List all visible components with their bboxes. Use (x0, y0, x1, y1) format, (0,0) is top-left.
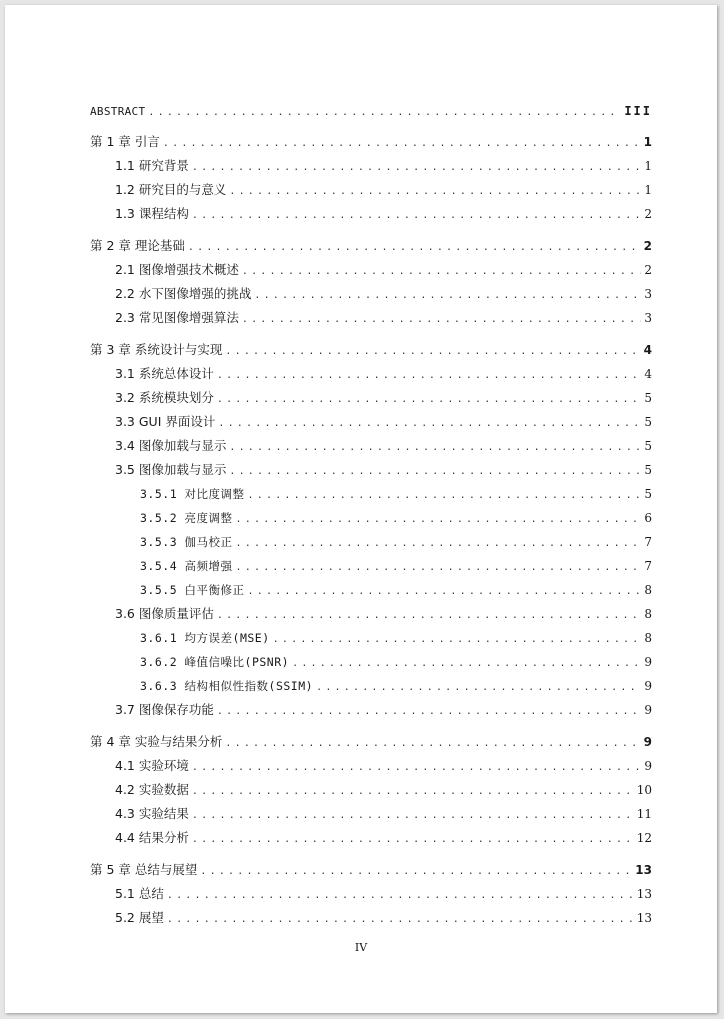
toc-dot-leader (254, 287, 641, 305)
toc-dot-leader (192, 807, 634, 825)
toc-entry-page: 4 (644, 367, 652, 381)
toc-dot-leader (229, 183, 641, 201)
toc-entry-title: 第 3 章 系统设计与实现 (90, 342, 223, 357)
toc-dot-leader (229, 463, 641, 481)
toc-dot-leader (192, 159, 641, 177)
toc-dot-leader (292, 655, 641, 673)
toc-entry-title: 2.1 图像增强技术概述 (115, 262, 239, 277)
toc-dot-leader (242, 311, 641, 329)
toc-entry-page: 9 (644, 679, 652, 693)
toc-dot-leader (200, 863, 632, 881)
toc-entry-title: 3.5.5 白平衡修正 (140, 583, 245, 597)
toc-entry-page: 4 (643, 343, 652, 357)
toc-entry[interactable] (115, 461, 652, 479)
toc-dot-leader (188, 239, 641, 257)
toc-dot-leader (225, 343, 640, 361)
toc-dot-leader (192, 207, 641, 225)
toc-dot-leader (217, 391, 641, 409)
toc-entry-title: 2.3 常见图像增强算法 (115, 310, 239, 325)
toc-entry-page: 8 (644, 607, 652, 621)
toc-entry-title: ABSTRACT (90, 105, 146, 118)
toc-dot-leader (248, 583, 641, 601)
toc-entry[interactable] (140, 509, 652, 527)
toc-entry-page: 5 (644, 415, 652, 429)
toc-entry-title: 1.2 研究目的与意义 (115, 182, 227, 197)
toc-entry-title: 3.6.2 峰值信噪比(PSNR) (140, 655, 290, 669)
toc-entry[interactable] (115, 261, 652, 279)
toc-entry-title: 4.2 实验数据 (115, 782, 189, 797)
toc-entry[interactable] (115, 437, 652, 455)
toc-entry-title: 1.3 课程结构 (115, 206, 189, 221)
toc-entry-title: 3.5.3 伽马校正 (140, 535, 233, 549)
toc-entry-title: 3.3 GUI 界面设计 (115, 414, 216, 429)
toc-entry-title: 2.2 水下图像增强的挑战 (115, 286, 252, 301)
page-number-footer: IV (354, 941, 368, 954)
toc-entry-page: III (624, 104, 652, 118)
toc-entry[interactable] (115, 909, 652, 927)
toc-entry-page: 3 (644, 287, 652, 301)
toc-entry[interactable] (90, 237, 652, 255)
toc-entry-page: 3 (644, 311, 652, 325)
toc-entry-title: 3.1 系统总体设计 (115, 366, 214, 381)
toc-entry-title: 3.7 图像保存功能 (115, 702, 214, 717)
toc-dot-leader (167, 887, 634, 905)
toc-dot-leader (225, 735, 640, 753)
toc-entry[interactable] (140, 557, 652, 575)
toc-entry-page: 9 (643, 735, 652, 749)
toc-dot-leader (242, 263, 641, 281)
toc-entry[interactable] (90, 733, 652, 751)
toc-dot-leader (217, 607, 641, 625)
toc-dot-leader (192, 831, 634, 849)
toc-entry-title: 第 1 章 引言 (90, 134, 160, 149)
toc-entry[interactable] (140, 533, 652, 551)
toc-dot-leader (273, 631, 641, 649)
toc-entry[interactable] (140, 629, 652, 647)
toc-entry[interactable] (115, 781, 652, 799)
toc-dot-leader (316, 679, 641, 697)
toc-dot-leader (217, 367, 641, 385)
toc-entry[interactable] (115, 365, 652, 383)
toc-entry[interactable] (90, 341, 652, 359)
toc-entry-title: 第 5 章 总结与展望 (90, 862, 198, 877)
toc-entry-title: 3.6.3 结构相似性指数(SSIM) (140, 679, 314, 693)
toc-entry-page: 12 (636, 831, 652, 845)
toc-dot-leader (192, 783, 634, 801)
toc-entry-page: 1 (644, 183, 652, 197)
toc-entry-title: 5.1 总结 (115, 886, 164, 901)
toc-entry[interactable] (115, 413, 652, 431)
toc-entry-page: 6 (644, 511, 652, 525)
toc-entry[interactable] (115, 157, 652, 175)
toc-entry-page: 9 (644, 759, 652, 773)
toc-entry-page: 10 (636, 783, 652, 797)
toc-dot-leader (163, 135, 641, 153)
table-of-contents (5, 5, 717, 1013)
toc-entry[interactable] (90, 861, 652, 879)
toc-dot-leader (236, 559, 641, 577)
toc-entry[interactable] (140, 485, 652, 503)
toc-entry-page: 5 (644, 391, 652, 405)
toc-dot-leader (218, 415, 641, 433)
toc-entry-page: 2 (644, 263, 652, 277)
toc-entry-page: 13 (635, 863, 652, 877)
toc-entry[interactable] (90, 102, 652, 120)
toc-entry[interactable] (140, 677, 652, 695)
toc-entry[interactable] (140, 653, 652, 671)
toc-entry[interactable] (115, 805, 652, 823)
toc-entry-page: 7 (644, 535, 652, 549)
toc-entry-page: 5 (644, 463, 652, 477)
toc-dot-leader (217, 703, 641, 721)
toc-entry-page: 8 (644, 631, 652, 645)
toc-entry-page: 13 (636, 911, 652, 925)
toc-entry[interactable] (115, 181, 652, 199)
toc-entry-title: 第 4 章 实验与结果分析 (90, 734, 223, 749)
toc-entry[interactable] (115, 309, 652, 327)
toc-entry-title: 3.5.2 亮度调整 (140, 511, 233, 525)
toc-entry[interactable] (115, 701, 652, 719)
toc-dot-leader (229, 439, 641, 457)
toc-entry-title: 3.6.1 均方误差(MSE) (140, 631, 270, 645)
toc-entry-title: 第 2 章 理论基础 (90, 238, 185, 253)
toc-entry-page: 2 (644, 207, 652, 221)
toc-entry[interactable] (115, 389, 652, 407)
toc-dot-leader (148, 104, 621, 122)
toc-entry-page: 9 (644, 655, 652, 669)
toc-entry[interactable] (115, 285, 652, 303)
toc-entry[interactable] (115, 757, 652, 775)
toc-dot-leader (167, 911, 634, 929)
toc-entry-page: 8 (644, 583, 652, 597)
document-page (5, 5, 717, 1013)
toc-entry[interactable] (115, 829, 652, 847)
toc-entry-title: 3.2 系统模块划分 (115, 390, 214, 405)
toc-entry-page: 7 (644, 559, 652, 573)
toc-entry-page: 13 (636, 887, 652, 901)
toc-entry-title: 3.5.4 高频增强 (140, 559, 233, 573)
toc-entry-page: 2 (643, 239, 652, 253)
toc-entry-title: 3.4 图像加载与显示 (115, 438, 227, 453)
toc-entry-page: 5 (644, 487, 652, 501)
toc-entry[interactable] (90, 133, 652, 151)
toc-entry-title: 1.1 研究背景 (115, 158, 189, 173)
toc-dot-leader (192, 759, 641, 777)
toc-entry-title: 3.5.1 对比度调整 (140, 487, 245, 501)
toc-entry-page: 1 (643, 135, 652, 149)
toc-entry-page: 11 (636, 807, 652, 821)
toc-entry-title: 4.4 结果分析 (115, 830, 189, 845)
toc-entry[interactable] (140, 581, 652, 599)
toc-entry-title: 4.1 实验环境 (115, 758, 189, 773)
toc-dot-leader (236, 535, 641, 553)
toc-entry[interactable] (115, 885, 652, 903)
toc-entry-title: 5.2 展望 (115, 910, 164, 925)
toc-dot-leader (248, 487, 641, 505)
toc-entry-page: 5 (644, 439, 652, 453)
toc-entry[interactable] (115, 605, 652, 623)
toc-entry[interactable] (115, 205, 652, 223)
toc-entry-page: 1 (644, 159, 652, 173)
toc-entry-title: 3.6 图像质量评估 (115, 606, 214, 621)
toc-entry-page: 9 (644, 703, 652, 717)
toc-dot-leader (236, 511, 641, 529)
toc-entry-title: 3.5 图像加载与显示 (115, 462, 227, 477)
toc-entry-title: 4.3 实验结果 (115, 806, 189, 821)
